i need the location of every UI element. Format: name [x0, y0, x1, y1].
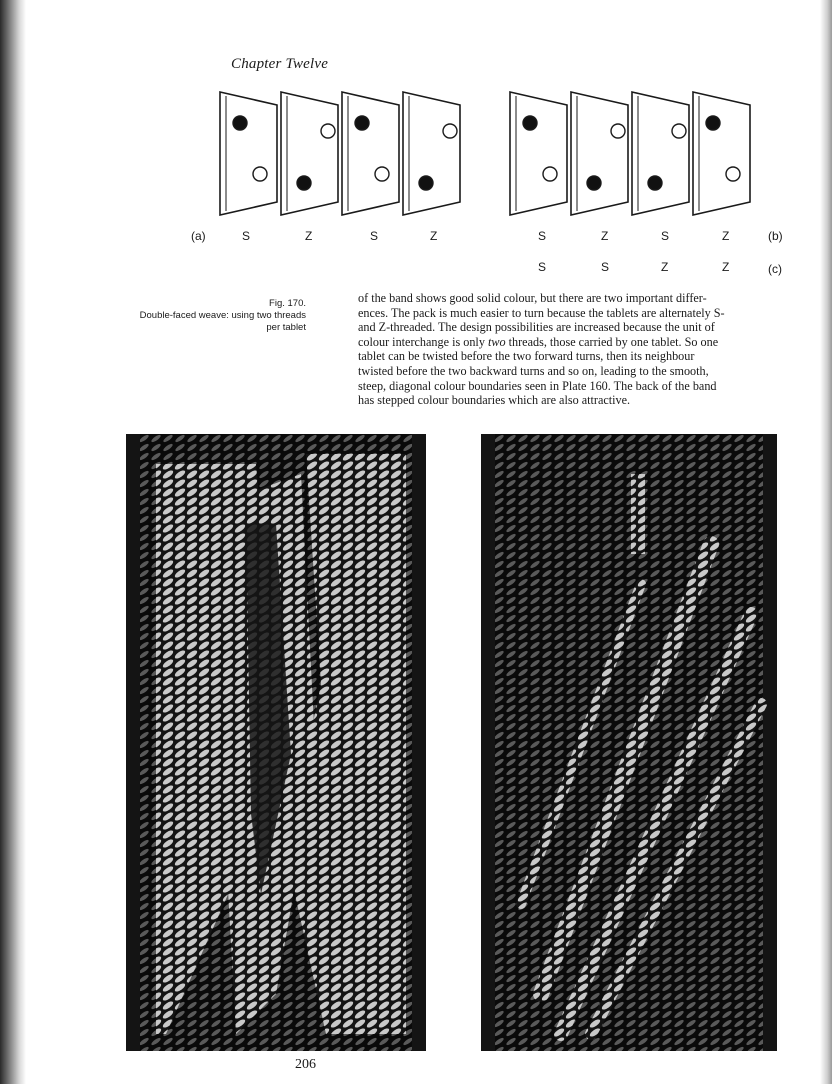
group-a-tablet-4-upper-hole: [443, 124, 457, 138]
group-b-tablet-3: [632, 92, 689, 215]
threading-b-1: S: [538, 229, 547, 243]
part-label-a: (a): [191, 229, 206, 243]
band-light-vertical-mark: [631, 474, 645, 554]
group-a-tablet-4-lower-hole: [419, 176, 433, 190]
body-paragraph: [358, 291, 788, 408]
group-a-tablet-3-upper-hole: [355, 116, 369, 130]
group-a-tablet-2-lower-hole: [297, 176, 311, 190]
threading-a-1: S: [242, 229, 251, 243]
threading-c-4: Z: [722, 260, 730, 274]
group-a-tablet-1: [220, 92, 277, 215]
text-line: and Z-threaded. The design possibilities are increased because the unit of: [358, 320, 715, 335]
text-span: colour interchange is only: [358, 334, 488, 349]
text-line: [358, 335, 788, 350]
part-label-c: (c): [768, 262, 782, 276]
group-b-tablet-3-lower-hole: [648, 176, 662, 190]
threading-a-3: S: [370, 229, 379, 243]
group-b-tablet-1-lower-hole: [543, 167, 557, 181]
group-b-tablet-3-upper-hole: [672, 124, 686, 138]
text-line: of the band shows good solid colour, but there are two important differ-: [358, 291, 707, 305]
page-number: 206: [295, 1057, 316, 1072]
group-a-tablet-4: [403, 92, 460, 215]
text-line: twisted before the two backward turns and so on, leading to the smooth,: [358, 363, 709, 378]
text-span: threads, those carried by one tablet. So one: [505, 334, 719, 349]
part-label-b: (b): [768, 229, 783, 243]
caption-line-1: Double-faced weave: using two threads: [139, 310, 306, 321]
emphasis-two: two: [487, 334, 506, 349]
threading-b-4: Z: [722, 229, 730, 243]
figure-number: Fig. 170.: [269, 298, 306, 309]
tablet-threading-diagram: [0, 0, 832, 290]
group-b-tablet-2-lower-hole: [587, 176, 601, 190]
woven-band-photo-back: [481, 434, 777, 1051]
threading-a-4: Z: [430, 229, 438, 243]
woven-band-back-image: [481, 434, 777, 1051]
threading-b-2: Z: [601, 229, 609, 243]
group-b-tablet-1-upper-hole: [523, 116, 537, 130]
group-a-tablet-3-lower-hole: [375, 167, 389, 181]
threading-c-3: Z: [661, 260, 669, 274]
threading-c-1: S: [538, 260, 547, 274]
group-b-tablet-2-upper-hole: [611, 124, 625, 138]
text-line: has stepped colour boundaries which are also attractive.: [358, 393, 631, 408]
text-line: tablet can be twisted before the two forward turns, then its neighbour: [358, 349, 695, 364]
group-b-tablet-1: [510, 92, 567, 215]
figure-caption: [110, 298, 306, 334]
woven-band-front-image: [126, 434, 426, 1051]
group-b-tablet-4-lower-hole: [726, 167, 740, 181]
text-line: steep, diagonal colour boundaries seen in Plate 160. The back of the band: [358, 378, 717, 393]
caption-line-2: per tablet: [266, 322, 306, 333]
group-a-tablet-2: [281, 92, 338, 215]
group-a-tablet-2-upper-hole: [321, 124, 335, 138]
threading-b-3: S: [661, 229, 670, 243]
chapter-title: Chapter Twelve: [231, 56, 329, 72]
threading-a-2: Z: [305, 229, 313, 243]
group-a-tablet-1-lower-hole: [253, 167, 267, 181]
group-b-tablet-4-upper-hole: [706, 116, 720, 130]
group-b-tablet-2: [571, 92, 628, 215]
group-a-tablet-3: [342, 92, 399, 215]
group-b-tablet-4: [693, 92, 750, 215]
threading-c-2: S: [601, 260, 610, 274]
group-a-tablet-1-upper-hole: [233, 116, 247, 130]
woven-band-photo-front: [126, 434, 426, 1051]
text-line: ences. The pack is much easier to turn because the tablets are alternately S-: [358, 305, 725, 320]
